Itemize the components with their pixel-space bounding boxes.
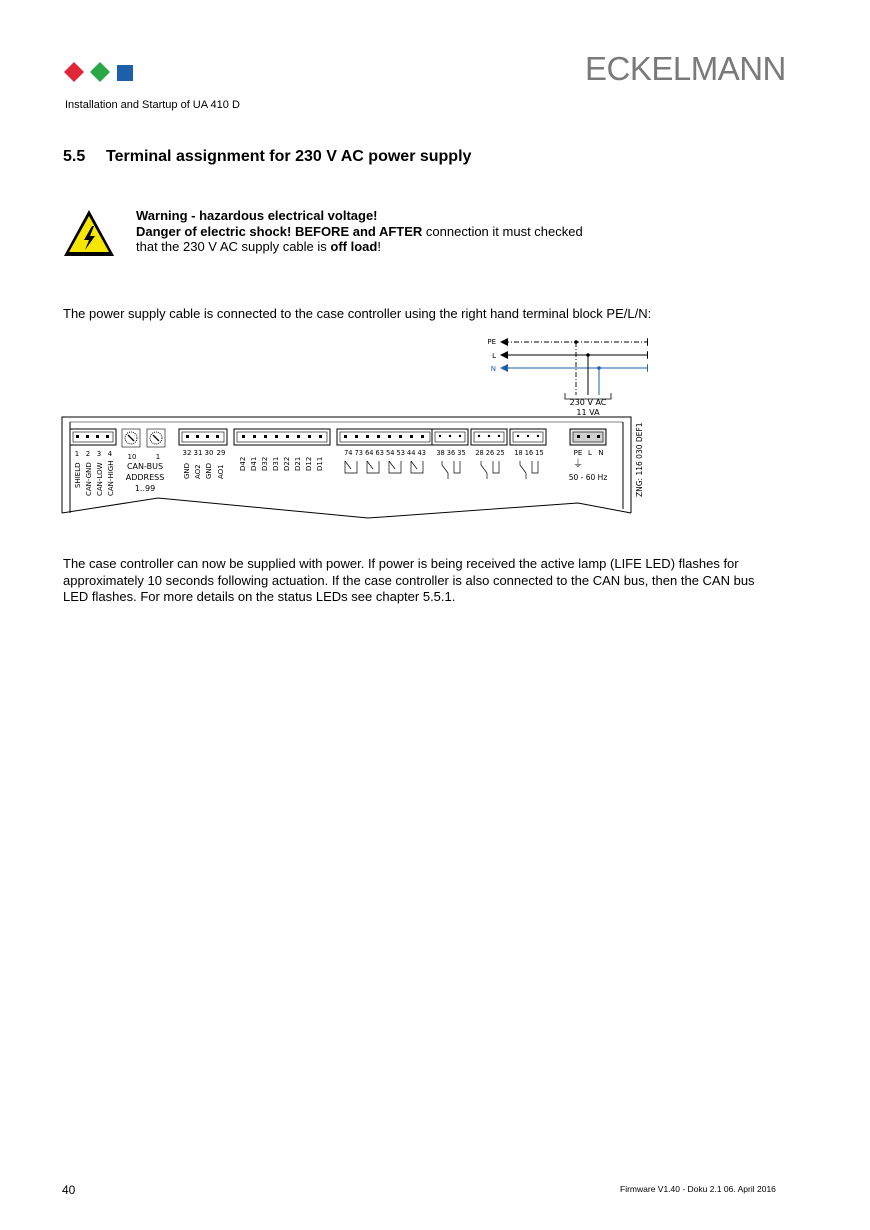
digital-terminal-block	[234, 429, 330, 445]
can-terminal-block	[70, 429, 116, 445]
logo-blue-square	[117, 65, 133, 81]
digital-signal-d22: D22	[283, 456, 291, 471]
digital-signal-d41: D41	[250, 456, 258, 471]
intro-text: The power supply cable is connected to the case controller using the right hand terminal block PE/L/N:	[63, 306, 652, 321]
warning-title: Warning - hazardous electrical voltage!	[136, 208, 378, 223]
power-terminal-l: L	[588, 449, 592, 457]
can-signal-gnd: CAN-GND	[85, 462, 93, 496]
drawing-number: ZNG: 116 030 DEF1	[635, 422, 644, 497]
line-label-l: L	[492, 352, 496, 360]
digital-signal-d12: D12	[305, 456, 313, 471]
brand-name: ECKELMANN	[585, 50, 786, 87]
analog-signal-gnd1: GND	[183, 462, 191, 479]
warning-line2-bold: Danger of electric shock! BEFORE and AFTER	[136, 223, 423, 239]
section-title: Terminal assignment for 230 V AC power supply	[106, 148, 472, 165]
changeover-terminals-1: 38 36 35	[436, 449, 466, 457]
warning-line2: connection it must checked	[422, 223, 583, 239]
power-terminal-n: N	[598, 449, 604, 457]
digital-signal-d42: D42	[239, 456, 247, 471]
line-label-n: N	[490, 365, 496, 373]
warning-block	[136, 208, 696, 255]
supply-power: 11 VA	[576, 408, 600, 417]
dial-value-tens: 10	[127, 453, 137, 461]
analog-terminal-32: 32	[182, 449, 192, 457]
warning-line3: that the 230 V AC supply cable is	[136, 239, 331, 254]
address-range: 1..99	[134, 484, 156, 493]
high-voltage-warning-icon	[62, 208, 116, 258]
section-number: 5.5	[63, 148, 86, 165]
relay-contact-symbols	[345, 461, 423, 473]
document-subtitle: Installation and Startup of UA 410 D	[65, 99, 240, 111]
line-label-pe: PE	[487, 338, 496, 346]
can-signal-shield: SHIELD	[74, 462, 82, 488]
address-label: ADDRESS	[125, 473, 165, 482]
relay-terminals: 74 73 64 63 54 53 44 43	[344, 449, 426, 457]
changeover-terminals-3: 18 16 15	[514, 449, 544, 457]
page-number: 40	[62, 1183, 76, 1197]
can-signal-low: CAN-LOW	[96, 462, 104, 496]
power-terminal-pe: PE	[573, 449, 583, 457]
digital-signal-d32: D32	[261, 456, 269, 471]
analog-signal-gnd2: GND	[205, 462, 213, 479]
warning-line3-bold: off load	[330, 239, 378, 254]
digital-signal-d11: D11	[316, 456, 324, 471]
earth-ground-icon: ⏚	[573, 459, 583, 470]
can-terminal-1: 1	[74, 450, 80, 458]
relay-terminal-block	[337, 429, 433, 445]
changeover-contact-symbols	[442, 461, 538, 479]
changeover-relay-block-3	[510, 429, 546, 445]
digital-signal-d31: D31	[272, 456, 280, 471]
dial-value-ones: 1	[155, 453, 161, 461]
analog-terminal-block	[179, 429, 227, 445]
changeover-terminals-2: 28 26 25	[475, 449, 505, 457]
frequency-label: 50 - 60 Hz	[568, 473, 608, 482]
analog-terminal-29: 29	[216, 449, 226, 457]
analog-terminal-31: 31	[193, 449, 203, 457]
can-signal-high: CAN-HIGH	[107, 460, 115, 496]
analog-terminal-30: 30	[204, 449, 214, 457]
changeover-relay-block-2	[471, 429, 507, 445]
power-terminal-block	[570, 429, 606, 445]
section-heading	[63, 148, 471, 166]
supply-voltage: 230 V AC	[569, 398, 607, 407]
warning-line3-end: !	[377, 239, 381, 254]
analog-signal-ao1: AO1	[217, 464, 225, 479]
address-dial-ones[interactable]	[147, 429, 165, 447]
logo-red-diamond	[64, 62, 84, 82]
company-logo	[62, 60, 140, 84]
logo-green-diamond	[90, 62, 110, 82]
footer-doc-info: Firmware V1.40 - Doku 2.1 06. April 2016	[620, 1184, 776, 1194]
analog-signal-ao2: AO2	[194, 464, 202, 479]
terminal-diagram	[58, 333, 648, 525]
digital-signal-d21: D21	[294, 456, 302, 471]
can-terminal-2: 2	[85, 450, 91, 458]
can-terminal-4: 4	[107, 450, 113, 458]
body-paragraph: The case controller can now be supplied with power. If power is being received the active lamp (LIFE LED) flashes for approximately 10 seconds following actuation. If the case controller is also connected to the CAN bus, then the CAN bus LED flashes. For more details on the status LEDs see chapter 5.5.1.	[63, 556, 755, 604]
can-bus-label: CAN-BUS	[126, 462, 164, 471]
address-dial-tens[interactable]	[122, 429, 140, 447]
changeover-relay-block-1	[432, 429, 468, 445]
can-terminal-3: 3	[96, 450, 102, 458]
